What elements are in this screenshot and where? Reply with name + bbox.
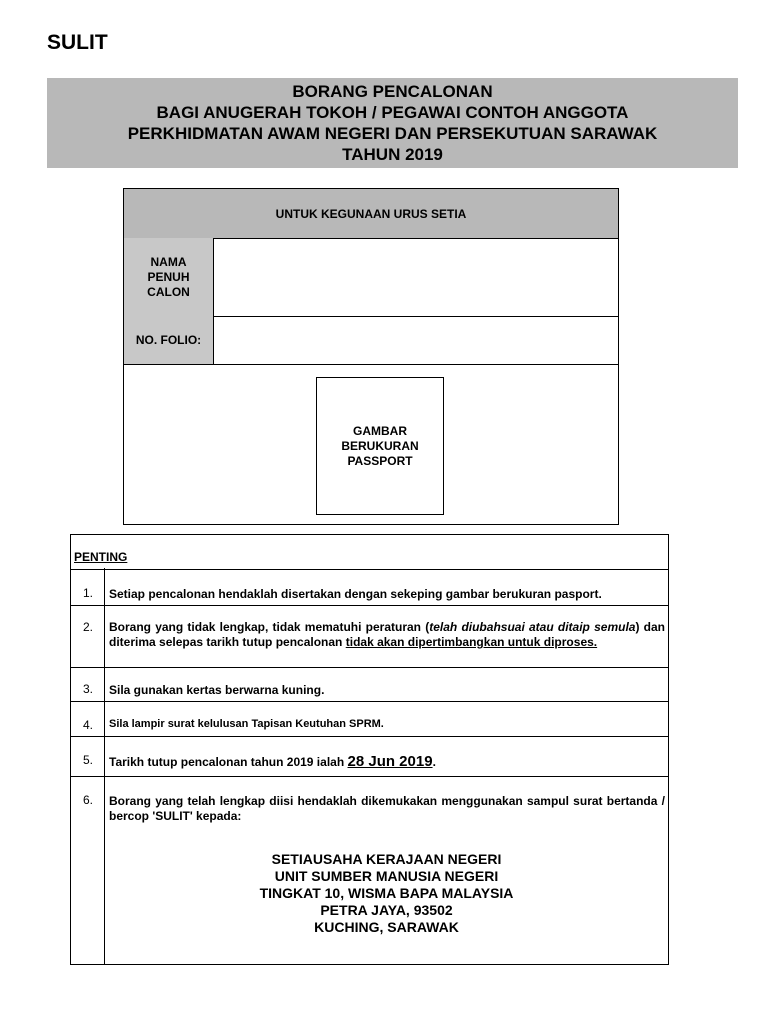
note-text: Sila lampir surat kelulusan Tapisan Keutuhan SPRM. [109, 718, 384, 730]
note-number: 3. [82, 682, 93, 696]
closing-date: 28 Jun 2019 [347, 753, 433, 770]
form-title-line-1: BORANG PENCALONAN [292, 82, 493, 101]
note-number: 5. [82, 753, 93, 767]
submission-address [105, 851, 668, 936]
note-row [71, 736, 668, 777]
folio-number-label: NO. FOLIO: [124, 316, 214, 364]
note-text: Tarikh tutup pencalonan tahun 2019 ialah 28 Jun 2019. [109, 753, 436, 770]
note-row [71, 701, 668, 736]
form-title-line-3: PERKHIDMATAN AWAM NEGERI DAN PERSEKUTUAN SARAWAK [127, 124, 658, 143]
folio-number-row [124, 316, 618, 365]
candidate-name-label [124, 238, 214, 316]
address-line: UNIT SUMBER MANUSIA NEGERI [274, 868, 499, 884]
important-heading: PENTING [74, 550, 128, 564]
form-title-banner [47, 78, 738, 168]
secretariat-use-box [123, 188, 619, 525]
name-label-line: CALON [147, 284, 190, 299]
name-label-line: NAMA [150, 254, 187, 269]
note-number: 6. [82, 793, 93, 807]
secretariat-header: UNTUK KEGUNAAN URUS SETIA [124, 189, 618, 239]
photo-label-line: GAMBAR [353, 423, 407, 438]
candidate-name-row [124, 238, 618, 317]
note-text: Setiap pencalonan hendaklah disertakan dengan sekeping gambar berukuran pasport. [109, 587, 602, 601]
note-number: 2. [82, 620, 93, 634]
photo-label-line: PASSPORT [347, 453, 413, 468]
note-row [71, 667, 668, 702]
note-number: 1. [82, 586, 93, 600]
form-title-line-2: BAGI ANUGERAH TOKOH / PEGAWAI CONTOH ANGGOTA [156, 103, 629, 122]
form-title-line-4: TAHUN 2019 [342, 145, 443, 164]
address-line: TINGKAT 10, WISMA BAPA MALAYSIA [259, 885, 514, 901]
address-line: SETIAUSAHA KERAJAAN NEGERI [271, 851, 502, 867]
number-column-divider [104, 568, 105, 964]
note-row [71, 605, 668, 668]
note-text: Borang yang telah lengkap diisi hendaklah dikemukakan menggunakan sampul surat bertanda / bercop 'SULIT' kepada: [109, 794, 665, 823]
note-text: Borang yang tidak lengkap, tidak mematuhi peraturan (telah diubahsuai atau ditaip semula) dan diterima selepas tarikh tutup pencalonan tidak akan dipertimbangkan untuk diproses. [109, 620, 665, 649]
address-line: PETRA JAYA, 93502 [320, 902, 453, 918]
address-line: KUCHING, SARAWAK [314, 919, 459, 935]
classification-label: SULIT [47, 31, 108, 54]
note-number: 4. [82, 718, 93, 732]
note-text: Sila gunakan kertas berwarna kuning. [109, 683, 325, 697]
name-label-line: PENUH [147, 269, 190, 284]
important-notes-table [70, 534, 669, 965]
passport-photo-box [316, 377, 444, 515]
photo-label-line: BERUKURAN [341, 438, 419, 453]
note-row [71, 569, 668, 604]
